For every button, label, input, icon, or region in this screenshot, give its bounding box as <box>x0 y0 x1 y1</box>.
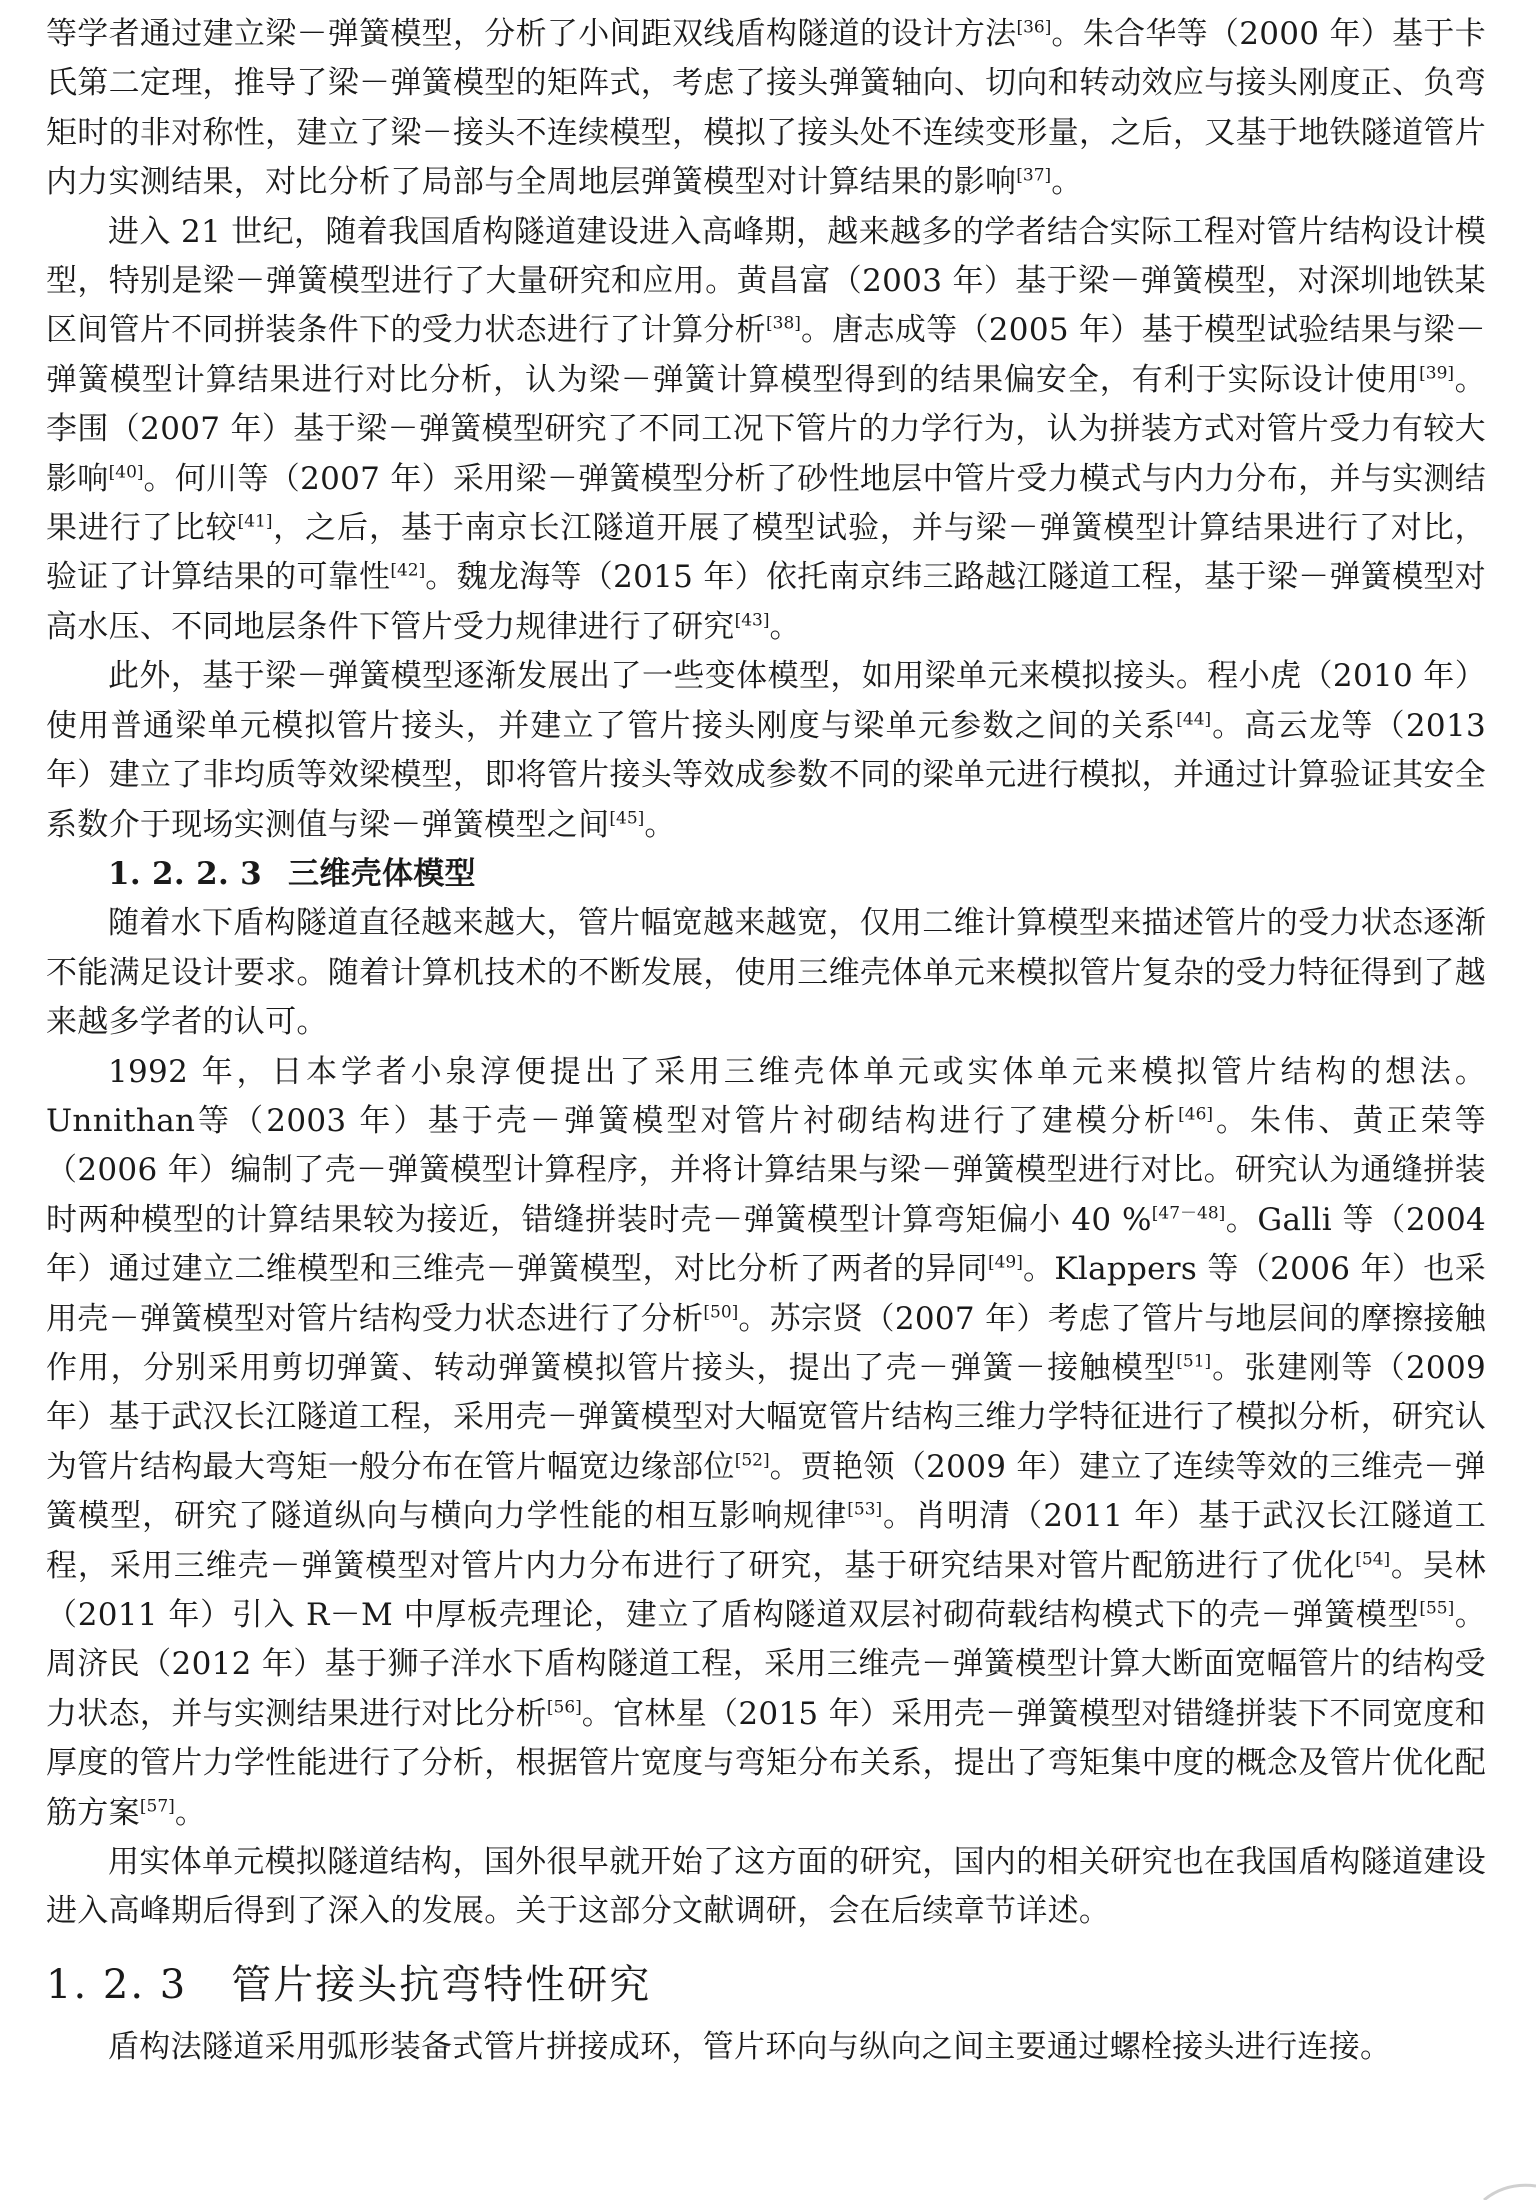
paragraph-text: 盾构法隧道采用弧形装备式管片拼接成环，管片环向与纵向之间主要通过螺栓接头进行连接。 <box>108 2028 1392 2065</box>
citation-superscript: [42] <box>390 561 426 582</box>
paragraph-text: 此外，基于梁－弹簧模型逐渐发展出了一些变体模型，如用梁单元来模拟接头。程小虎（2010 年）使用普通梁单元模拟管片接头，并建立了管片接头刚度与梁单元参数之间的关系 <box>46 658 1486 744</box>
paragraph-text: 。李围（2007 年）基于梁－弹簧模型研究了不同工况下管片的力学行为，认为拼装方式对管片受力有较大影响 <box>46 361 1486 497</box>
citation-superscript: [51] <box>1176 1351 1212 1372</box>
document-body <box>46 10 1486 2072</box>
section-heading-1-2-3 <box>46 1947 1486 2023</box>
paragraph-text: 。 <box>174 1794 207 1831</box>
paragraph-text: ，之后，基于南京长江隧道开展了模型试验，并与梁－弹簧模型计算结果进行了对比，验证了计算结果的可靠性 <box>46 510 1486 596</box>
citation-superscript: [49] <box>987 1252 1023 1273</box>
body-paragraph <box>46 2023 1486 2072</box>
citation-superscript: [55] <box>1419 1598 1455 1619</box>
paragraph-text: 随着水下盾构隧道直径越来越大，管片幅宽越来越宽，仅用二维计算模型来描述管片的受力状态逐渐不能满足设计要求。随着计算机技术的不断发展，使用三维壳体单元来模拟管片复杂的受力特征得到了越来越多学者的认可。 <box>46 905 1486 1041</box>
citation-superscript: [40] <box>108 462 144 483</box>
body-paragraph <box>46 1838 1486 1937</box>
paragraph-text: 。朱合华等（2000 年）基于卡氏第二定理，推导了梁－弹簧模型的矩阵式，考虑了接头弹簧轴向、切向和转动效应与接头刚度正、负弯矩时的非对称性，建立了梁－接头不连续模型，模拟了接头处不连续变形量，之后，又基于地铁隧道管片内力实测结果，对比分析了局部与全周地层弹簧模型对计算结果的影响 <box>46 16 1487 201</box>
paragraph-text: 。官林星（2015 年）采用壳－弹簧模型对错缝拼装下不同宽度和厚度的管片力学性能进行了分析，根据管片宽度与弯矩分布关系，提出了弯矩集中度的概念及管片优化配筋方案 <box>46 1695 1486 1831</box>
paragraph-group-3d-shell <box>46 899 1486 1937</box>
body-paragraph <box>46 899 1486 1047</box>
paragraph-group-beam-spring <box>46 10 1486 850</box>
body-paragraph <box>46 652 1486 850</box>
citation-superscript: [43] <box>734 610 770 631</box>
body-paragraph <box>46 10 1486 208</box>
section-title: 管片接头抗弯特性研究 <box>231 1961 652 2008</box>
paragraph-text: 。贾艳领（2009 年）建立了连续等效的三维壳－弹簧模型，研究了隧道纵向与横向力学性能的相互影响规律 <box>46 1448 1486 1535</box>
paragraph-text: 。何川等（2007 年）采用梁－弹簧模型分析了砂性地层中管片受力模式与内力分布，并与实测结果进行了比较 <box>46 460 1486 547</box>
paragraph-text: 。吴林（2011 年）引入 R－M 中厚板壳理论，建立了盾构隧道双层衬砌荷载结构模式下的壳－弹簧模型 <box>46 1547 1487 1633</box>
citation-superscript: [36] <box>1016 17 1052 38</box>
body-paragraph <box>46 208 1486 653</box>
citation-superscript: [37] <box>1016 165 1052 186</box>
section-number: 1. 2. 3 <box>46 1961 188 2008</box>
paragraph-text: 。 <box>644 806 676 843</box>
paragraph-text: 1992 年，日本学者小泉淳便提出了采用三维壳体单元或实体单元来模拟管片结构的想法。Unnithan等（2003 年）基于壳－弹簧模型对管片衬砌结构进行了建模分析 <box>46 1053 1486 1139</box>
paragraph-text: 。魏龙海等（2015 年）依托南京纬三路越江隧道工程，基于梁－弹簧模型对高水压、不同地层条件下管片受力规律进行了研究 <box>46 559 1486 645</box>
paragraph-text: 。 <box>1051 164 1083 201</box>
citation-superscript: [52] <box>734 1450 770 1471</box>
section-title: 三维壳体模型 <box>288 855 476 892</box>
citation-superscript: [44] <box>1176 709 1212 730</box>
citation-superscript: [54] <box>1355 1549 1391 1570</box>
paragraph-text: 。肖明清（2011 年）基于武汉长江隧道工程，采用三维壳－弹簧模型对管片内力分布进行了研究，基于研究结果对管片配筋进行了优化 <box>46 1498 1487 1584</box>
citation-superscript: [38] <box>766 314 801 335</box>
citation-superscript: [45] <box>609 808 645 829</box>
citation-superscript: [53] <box>847 1499 883 1520</box>
paragraph-text: 用实体单元模拟隧道结构，国外很早就开始了这方面的研究，国内的相关研究也在我国盾构隧道建设进入高峰期后得到了深入的发展。关于这部分文献调研，会在后续章节详述。 <box>46 1844 1486 1930</box>
paragraph-text: 。朱伟、黄正荣等（2006 年）编制了壳－弹簧模型计算程序，并将计算结果与梁－弹簧模型进行对比。研究认为通缝拼装时两种模型的计算结果较为接近，错缝拼装时壳－弹簧模型计算弯矩偏小 40 % <box>46 1102 1486 1238</box>
paragraph-text: 。唐志成等（2005 年）基于模型试验结果与梁－弹簧模型计算结果进行对比分析，认为梁－弹簧计算模型得到的结果偏安全，有利于实际设计使用 <box>46 312 1486 398</box>
paragraph-text: 。周济民（2012 年）基于狮子洋水下盾构隧道工程，采用三维壳－弹簧模型计算大断面宽幅管片的结构受力状态，并与实测结果进行对比分析 <box>46 1597 1486 1732</box>
paragraph-group-joint-bending <box>46 2023 1486 2072</box>
body-paragraph <box>46 1048 1486 1839</box>
paragraph-text: 进入 21 世纪，随着我国盾构隧道建设进入高峰期，越来越多的学者结合实际工程对管片结构设计模型，特别是梁－弹簧模型进行了大量研究和应用。黄昌富（2003 年）基于梁－弹簧模型，对深圳地铁某区间管片不同拼装条件下的受力状态进行了计算分析 <box>46 213 1486 349</box>
paragraph-text: 。Klappers 等（2006 年）也采用壳－弹簧模型对管片结构受力状态进行了分析 <box>46 1251 1487 1337</box>
citation-superscript: [57] <box>139 1796 175 1817</box>
paragraph-text: 。张建刚等（2009 年）基于武汉长江隧道工程，采用壳－弹簧模型对大幅宽管片结构三维力学特征进行了模拟分析，研究认为管片结构最大弯矩一般分布在管片幅宽边缘部位 <box>46 1349 1486 1485</box>
citation-superscript: [47－48] <box>1151 1203 1226 1224</box>
citation-superscript: [39] <box>1419 363 1455 384</box>
section-number: 1. 2. 2. 3 <box>108 855 263 892</box>
paragraph-text: 。苏宗贤（2007 年）考虑了管片与地层间的摩擦接触作用，分别采用剪切弹簧、转动弹簧模拟管片接头，提出了壳－弹簧－接触模型 <box>46 1300 1486 1386</box>
paragraph-text: 。Galli 等（2004 年）通过建立二维模型和三维壳－弹簧模型，对比分析了两者的异同 <box>46 1201 1486 1288</box>
citation-superscript: [46] <box>1178 1104 1214 1125</box>
paragraph-text: 。高云龙等（2013 年）建立了非均质等效梁模型，即将管片接头等效成参数不同的梁单元进行模拟，并通过计算验证其安全系数介于现场实测值与梁－弹簧模型之间 <box>46 707 1486 843</box>
citation-superscript: [41] <box>237 511 273 532</box>
section-heading-1-2-2-3 <box>46 850 1486 899</box>
paragraph-text: 等学者通过建立梁－弹簧模型，分析了小间距双线盾构隧道的设计方法 <box>46 16 1017 52</box>
citation-superscript: [50] <box>703 1302 739 1323</box>
paragraph-text: 。 <box>769 608 801 645</box>
page-corner-arc-icon <box>1476 2180 1536 2200</box>
citation-superscript: [56] <box>546 1697 582 1718</box>
